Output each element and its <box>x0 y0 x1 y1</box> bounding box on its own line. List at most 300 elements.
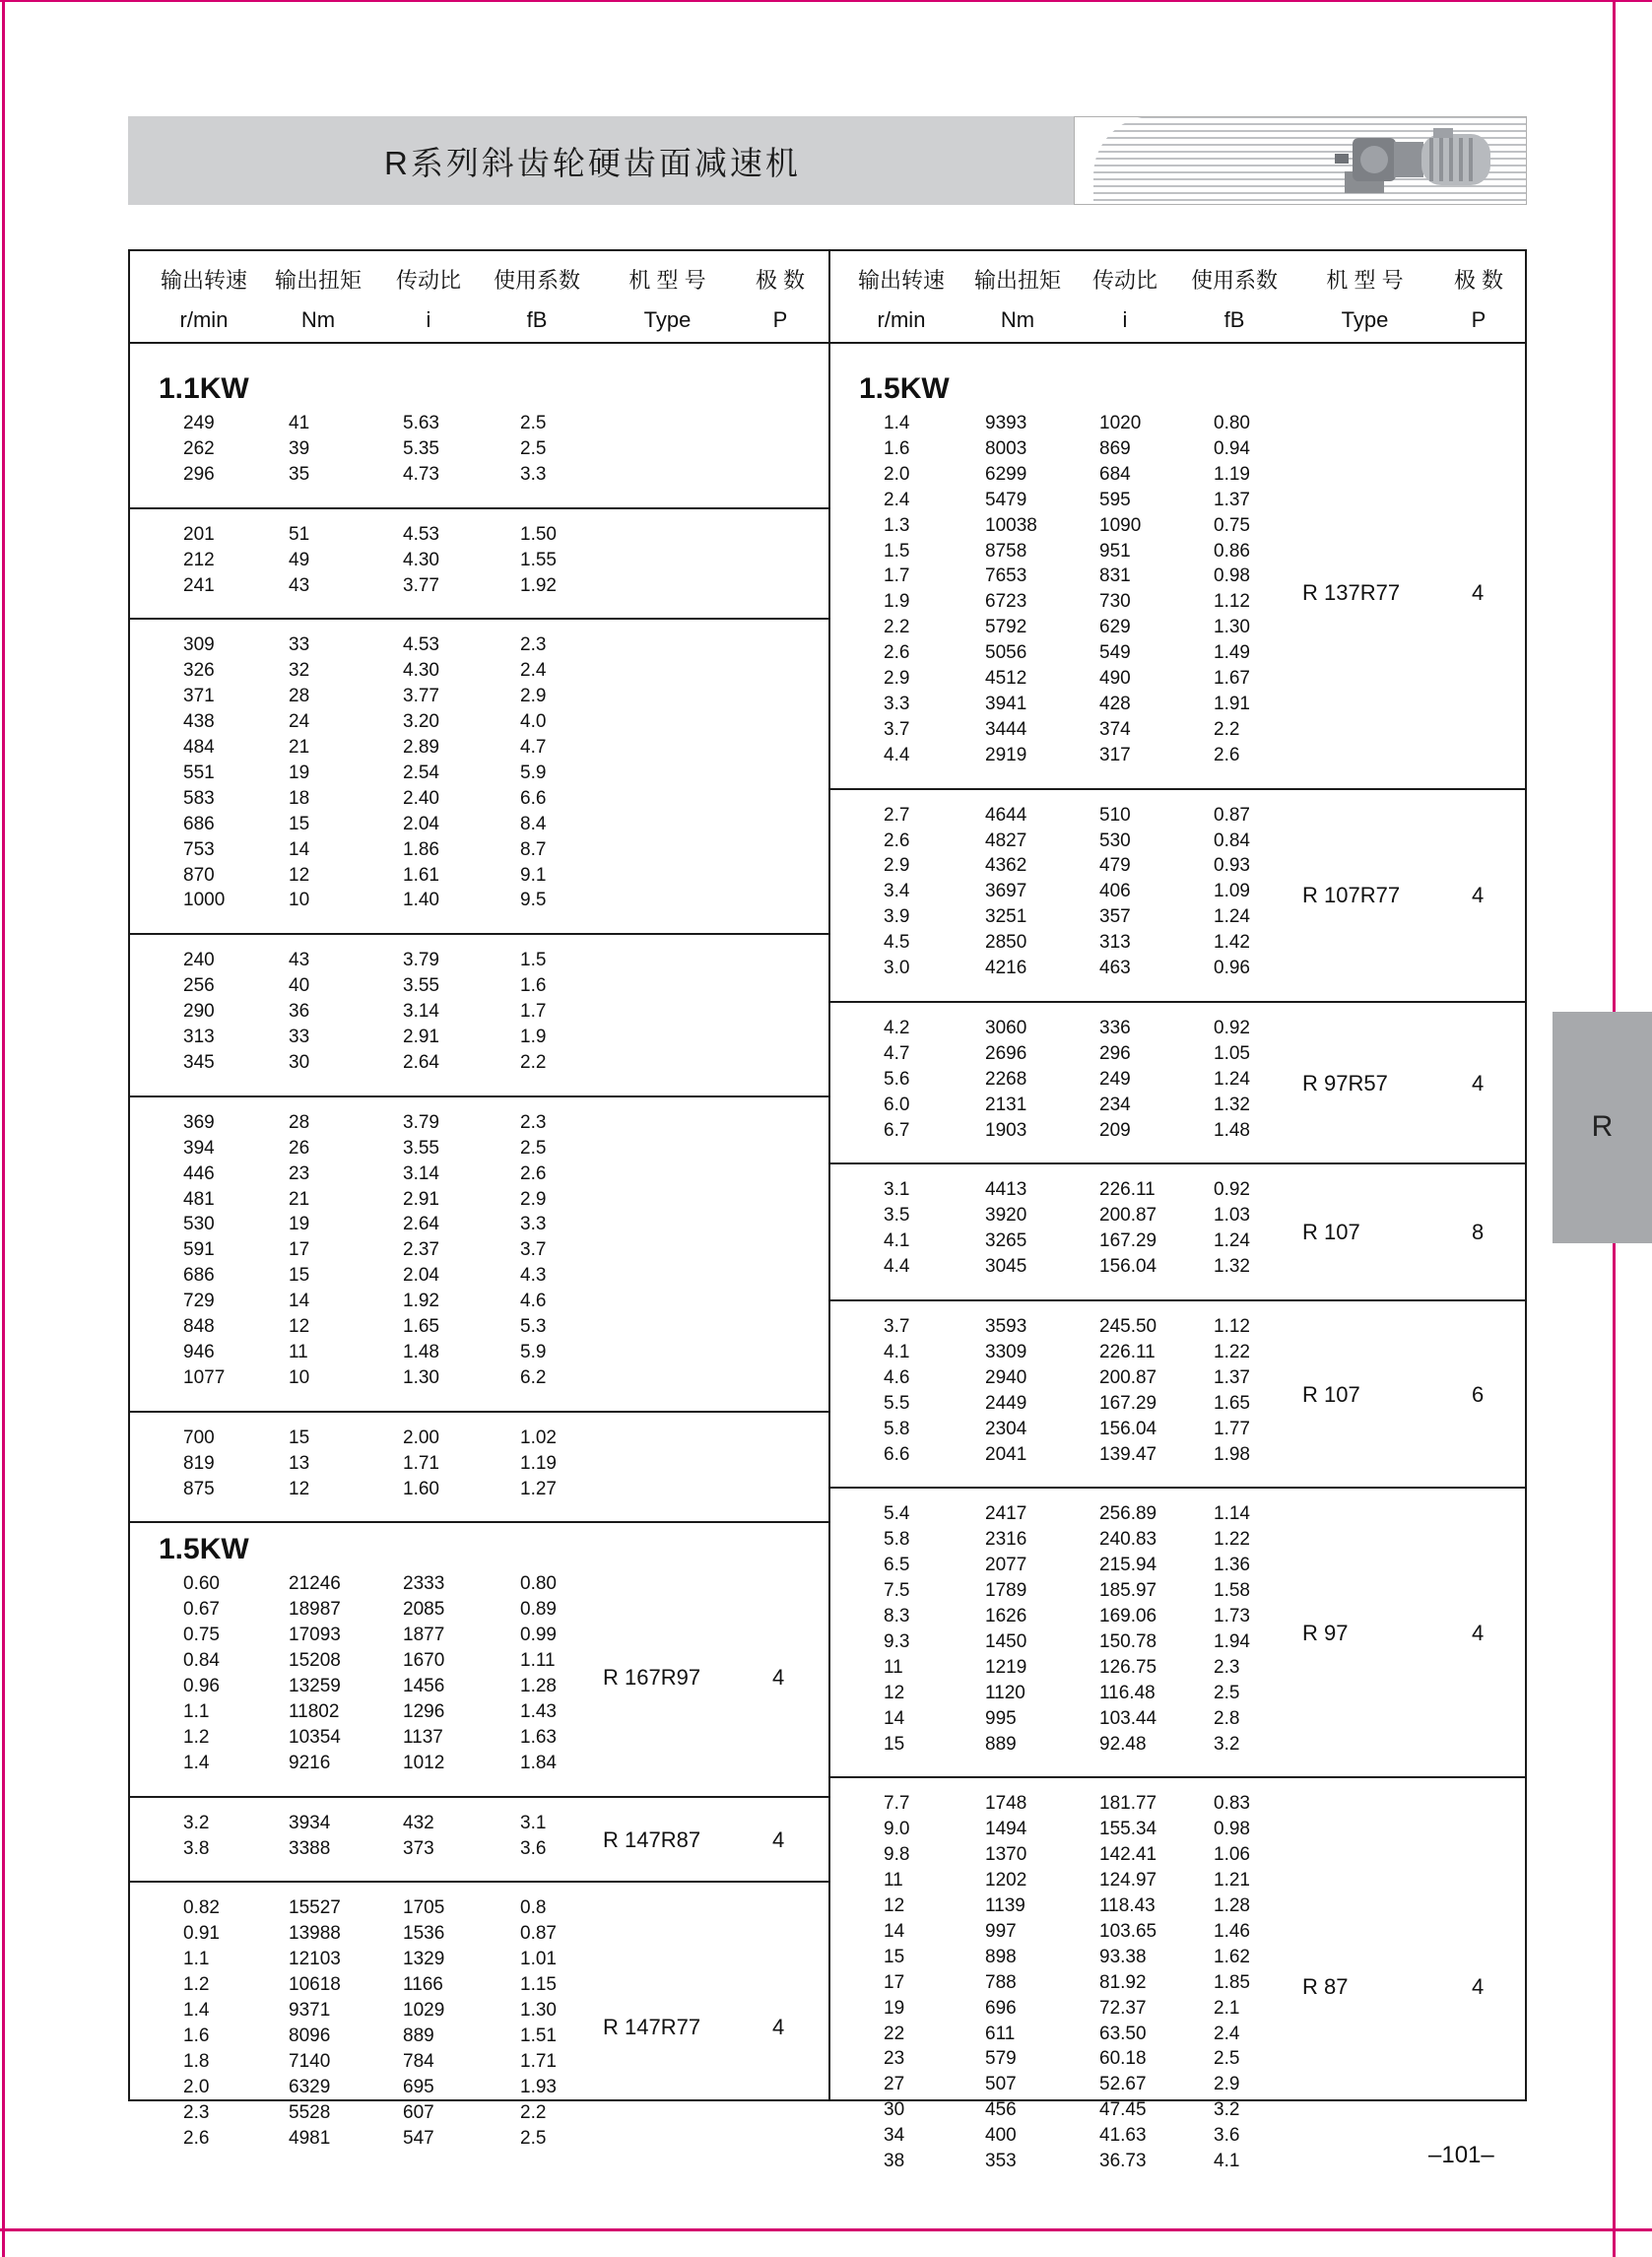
cell-ratio: 2.91 <box>403 1188 439 1210</box>
cell-factor: 1.24 <box>1214 1068 1250 1090</box>
cell-ratio: 2.91 <box>403 1027 439 1047</box>
header-pole-unit: P <box>772 307 788 332</box>
cell-factor: 2.5 <box>1214 2048 1240 2070</box>
cell-torque: 7140 <box>289 2050 331 2072</box>
cell-ratio: 92.48 <box>1099 1733 1147 1755</box>
cell-factor: 4.3 <box>520 1265 547 1287</box>
cell-ratio: 3.20 <box>403 711 439 733</box>
cell-torque: 17093 <box>289 1625 341 1646</box>
header-type-zh-right: 机 型 号 <box>1326 268 1404 293</box>
cell-torque: 2417 <box>985 1503 1027 1525</box>
header-pole-zh: 极 数 <box>755 268 806 293</box>
cell-speed: 256 <box>183 975 215 997</box>
cell-torque: 788 <box>985 1971 1017 1993</box>
model-type-label: R 107 <box>1302 1381 1360 1407</box>
cell-torque: 1450 <box>985 1630 1027 1652</box>
cell-ratio: 2.40 <box>403 787 439 809</box>
cell-factor: 1.98 <box>1214 1443 1250 1465</box>
header-factor-zh: 使用系数 <box>493 268 580 293</box>
cell-ratio: 1296 <box>403 1700 445 1722</box>
cell-factor: 9.1 <box>520 864 547 886</box>
group-divider <box>830 788 1527 790</box>
cell-factor: 2.8 <box>1214 1707 1240 1729</box>
pole-count-label: 4 <box>1472 1973 1485 1999</box>
cell-speed: 3.3 <box>884 693 910 714</box>
cell-speed: 249 <box>183 413 215 433</box>
cell-speed: 290 <box>183 1001 215 1023</box>
cell-speed: 15 <box>884 1733 905 1755</box>
cell-ratio: 784 <box>403 2050 434 2072</box>
pole-count-label: 4 <box>772 1826 785 1852</box>
cell-factor: 2.3 <box>1214 1656 1240 1678</box>
cell-factor: 5.9 <box>520 1341 547 1362</box>
cell-factor: 1.22 <box>1214 1341 1250 1362</box>
cell-speed: 6.0 <box>884 1094 910 1115</box>
cell-ratio: 1137 <box>403 1726 443 1748</box>
cell-factor: 1.01 <box>520 1949 557 1970</box>
header-image <box>1074 116 1527 205</box>
header-factor-unit-right: fB <box>1223 307 1245 332</box>
cell-factor: 3.2 <box>1214 2099 1240 2121</box>
cell-factor: 2.9 <box>520 686 547 707</box>
cell-torque: 13 <box>289 1452 310 1474</box>
cell-speed: 27 <box>884 2074 905 2095</box>
cell-ratio: 3.14 <box>403 1001 439 1023</box>
model-type-label: R 147R77 <box>603 2014 701 2039</box>
cell-factor: 4.1 <box>1214 2151 1240 2171</box>
cell-torque: 3941 <box>985 693 1027 714</box>
cell-ratio: 60.18 <box>1099 2048 1147 2070</box>
cell-speed: 1.2 <box>183 1974 210 1996</box>
cell-ratio: 428 <box>1099 693 1131 714</box>
cell-torque: 611 <box>985 2023 1016 2044</box>
model-type-label: R 137R77 <box>1302 580 1401 606</box>
cell-speed: 9.3 <box>884 1630 910 1652</box>
cell-speed: 753 <box>183 838 215 860</box>
cell-ratio: 1.40 <box>403 890 439 911</box>
cell-torque: 17 <box>289 1239 310 1261</box>
cell-speed: 296 <box>183 463 215 485</box>
cell-speed: 1.1 <box>183 1700 210 1722</box>
cell-speed: 729 <box>183 1291 215 1312</box>
cell-speed: 3.9 <box>884 906 910 928</box>
cell-ratio: 1705 <box>403 1897 445 1919</box>
cell-speed: 6.7 <box>884 1119 910 1141</box>
cell-ratio: 150.78 <box>1099 1630 1157 1652</box>
header-ratio-zh-right: 传动比 <box>1091 268 1157 293</box>
cell-ratio: 730 <box>1099 591 1131 613</box>
cell-factor: 0.92 <box>1214 1179 1250 1201</box>
group-divider <box>830 1487 1527 1489</box>
cell-ratio: 547 <box>403 2127 434 2149</box>
cell-torque: 14 <box>289 1291 310 1312</box>
cell-ratio: 595 <box>1099 489 1131 510</box>
cell-speed: 1.4 <box>183 1752 210 1773</box>
cell-ratio: 1.65 <box>403 1316 439 1337</box>
cell-factor: 3.7 <box>520 1239 547 1261</box>
cell-ratio: 181.77 <box>1099 1793 1157 1815</box>
cell-ratio: 1877 <box>403 1625 445 1646</box>
cell-factor: 1.27 <box>520 1478 557 1499</box>
cell-ratio: 695 <box>403 2076 434 2097</box>
cell-torque: 3920 <box>985 1205 1027 1227</box>
cell-factor: 0.94 <box>1214 437 1250 459</box>
header-torque-unit-right: Nm <box>1000 307 1035 332</box>
cell-torque: 1202 <box>985 1870 1027 1892</box>
cell-speed: 2.3 <box>183 2101 210 2123</box>
cell-torque: 10 <box>289 1366 310 1388</box>
cell-torque: 400 <box>985 2125 1017 2147</box>
cell-speed: 870 <box>183 864 215 886</box>
pole-count-label: 6 <box>1472 1381 1485 1407</box>
cell-ratio: 3.55 <box>403 1137 439 1159</box>
cell-torque: 2850 <box>985 932 1027 954</box>
cell-speed: 19 <box>884 1997 905 2019</box>
cell-ratio: 479 <box>1099 855 1131 877</box>
cell-ratio: 1.61 <box>403 864 439 886</box>
cell-ratio: 1090 <box>1099 514 1142 536</box>
pole-count-label: 4 <box>1472 1620 1485 1645</box>
cell-factor: 1.63 <box>520 1726 557 1748</box>
cell-ratio: 406 <box>1099 881 1131 902</box>
cell-factor: 3.3 <box>520 463 547 485</box>
cell-ratio: 1166 <box>403 1974 443 1996</box>
cell-torque: 33 <box>289 634 310 656</box>
cell-torque: 8096 <box>289 2025 331 2046</box>
cell-torque: 898 <box>985 1946 1017 1967</box>
cell-ratio: 463 <box>1099 958 1131 978</box>
cell-ratio: 245.50 <box>1099 1316 1157 1337</box>
cell-torque: 1748 <box>985 1793 1027 1815</box>
cell-ratio: 490 <box>1099 668 1131 689</box>
page-number: –101– <box>1428 2142 1494 2168</box>
group-divider <box>830 1776 1527 1778</box>
cell-ratio: 2085 <box>403 1599 445 1621</box>
cell-ratio: 357 <box>1099 906 1131 928</box>
cell-torque: 8003 <box>985 437 1027 459</box>
cell-torque: 19 <box>289 1214 310 1235</box>
cell-factor: 0.75 <box>1214 514 1250 536</box>
cell-torque: 51 <box>289 523 310 545</box>
cell-speed: 14 <box>884 1920 905 1942</box>
cell-ratio: 336 <box>1099 1017 1131 1038</box>
group-divider <box>128 1095 828 1097</box>
cell-torque: 12 <box>289 1478 310 1499</box>
cell-ratio: 72.37 <box>1099 1997 1147 2019</box>
cell-ratio: 93.38 <box>1099 1946 1147 1967</box>
cell-torque: 8758 <box>985 540 1027 562</box>
model-type-label: R 97 <box>1302 1620 1349 1645</box>
cell-torque: 1494 <box>985 1819 1027 1840</box>
cell-speed: 1.4 <box>884 413 910 433</box>
cell-torque: 39 <box>289 437 310 459</box>
cell-torque: 41 <box>289 413 310 433</box>
cell-ratio: 3.79 <box>403 1111 439 1133</box>
cell-ratio: 118.43 <box>1099 1895 1156 1916</box>
cell-speed: 11 <box>884 1656 903 1678</box>
cell-ratio: 167.29 <box>1099 1230 1157 1252</box>
cell-torque: 696 <box>985 1997 1017 2019</box>
cell-speed: 5.8 <box>884 1529 910 1551</box>
cell-speed: 3.7 <box>884 718 910 740</box>
cell-factor: 3.6 <box>520 1837 547 1859</box>
cell-ratio: 5.35 <box>403 437 439 459</box>
cell-ratio: 1.60 <box>403 1478 439 1499</box>
cell-factor: 1.03 <box>1214 1205 1250 1227</box>
pole-count-label: 4 <box>1472 883 1485 908</box>
header-torque-zh: 输出扭矩 <box>274 268 362 293</box>
cell-speed: 1.6 <box>183 2025 210 2046</box>
cell-torque: 43 <box>289 950 310 971</box>
cell-factor: 0.84 <box>1214 830 1250 851</box>
header-type-zh: 机 型 号 <box>628 268 706 293</box>
header-ratio-unit: i <box>426 307 431 332</box>
cell-factor: 2.6 <box>520 1162 547 1184</box>
cell-speed: 326 <box>183 660 215 682</box>
cell-torque: 21 <box>289 1188 310 1210</box>
cell-factor: 1.67 <box>1214 668 1250 689</box>
group-divider <box>830 1001 1527 1003</box>
cell-speed: 30 <box>884 2099 905 2121</box>
cell-factor: 1.49 <box>1214 642 1250 664</box>
cell-torque: 889 <box>985 1733 1017 1755</box>
cell-speed: 0.82 <box>183 1897 220 1919</box>
cell-speed: 551 <box>183 762 215 783</box>
cell-speed: 591 <box>183 1239 215 1261</box>
cell-factor: 1.02 <box>520 1427 557 1448</box>
cell-ratio: 607 <box>403 2101 434 2123</box>
cell-factor: 5.3 <box>520 1316 547 1337</box>
cell-factor: 8.7 <box>520 838 547 860</box>
cell-factor: 1.24 <box>1214 1230 1250 1252</box>
cell-factor: 1.36 <box>1214 1555 1250 1576</box>
cell-factor: 2.5 <box>520 1137 547 1159</box>
cell-speed: 1.2 <box>183 1726 210 1748</box>
cell-ratio: 313 <box>1099 932 1131 954</box>
cell-speed: 2.9 <box>884 668 910 689</box>
cell-speed: 484 <box>183 737 215 758</box>
cell-speed: 0.60 <box>183 1573 220 1595</box>
cell-ratio: 103.44 <box>1099 1707 1157 1729</box>
cell-speed: 1.8 <box>183 2050 210 2072</box>
cell-ratio: 2333 <box>403 1573 445 1595</box>
side-tab-label: R <box>1591 1110 1614 1143</box>
cell-factor: 1.05 <box>1214 1042 1250 1064</box>
header-factor-zh-right: 使用系数 <box>1190 268 1278 293</box>
cell-factor: 2.9 <box>520 1188 547 1210</box>
cell-factor: 1.21 <box>1214 1870 1250 1892</box>
cell-ratio: 2.04 <box>403 813 439 834</box>
spec-table-frame <box>128 249 1527 2101</box>
cell-torque: 18 <box>289 787 310 809</box>
cell-factor: 0.86 <box>1214 540 1250 562</box>
cell-speed: 309 <box>183 634 215 656</box>
cell-torque: 3697 <box>985 881 1027 902</box>
cell-torque: 5479 <box>985 489 1027 510</box>
cell-torque: 15 <box>289 813 310 834</box>
cell-factor: 1.28 <box>1214 1895 1250 1916</box>
cell-torque: 11802 <box>289 1700 340 1722</box>
cell-speed: 34 <box>884 2125 905 2147</box>
cell-factor: 1.15 <box>520 1974 557 1996</box>
page-title: R系列斜齿轮硬齿面减速机 <box>384 145 801 181</box>
cell-factor: 0.99 <box>520 1625 557 1646</box>
cell-torque: 2919 <box>985 744 1027 765</box>
cell-ratio: 240.83 <box>1099 1529 1157 1551</box>
cell-ratio: 156.04 <box>1099 1418 1157 1439</box>
cell-ratio: 2.04 <box>403 1265 439 1287</box>
cell-torque: 3251 <box>985 906 1027 928</box>
cell-factor: 0.98 <box>1214 1819 1250 1840</box>
cell-ratio: 226.11 <box>1099 1179 1156 1201</box>
cell-factor: 0.87 <box>520 1923 557 1945</box>
cell-speed: 875 <box>183 1478 215 1499</box>
cell-factor: 1.37 <box>1214 1366 1250 1388</box>
pole-count-label: 8 <box>1472 1220 1485 1245</box>
cell-factor: 1.71 <box>520 2050 557 2072</box>
cell-torque: 40 <box>289 975 310 997</box>
cell-torque: 9371 <box>289 2000 331 2021</box>
cell-speed: 4.5 <box>884 932 910 954</box>
cell-torque: 49 <box>289 549 310 570</box>
cell-speed: 2.6 <box>884 642 910 664</box>
cell-speed: 1.4 <box>183 2000 210 2021</box>
cell-ratio: 1.71 <box>403 1452 439 1474</box>
cell-torque: 2940 <box>985 1366 1027 1388</box>
top-trim-line <box>0 0 1652 2</box>
cell-ratio: 36.73 <box>1099 2151 1147 2171</box>
cell-ratio: 234 <box>1099 1094 1131 1115</box>
model-type-label: R 167R97 <box>603 1665 701 1690</box>
cell-speed: 4.2 <box>884 1017 910 1038</box>
pole-count-label: 4 <box>772 2014 785 2039</box>
cell-factor: 1.37 <box>1214 489 1250 510</box>
cell-speed: 369 <box>183 1111 215 1133</box>
cell-torque: 1903 <box>985 1119 1027 1141</box>
cell-factor: 1.55 <box>520 549 557 570</box>
header-torque-unit: Nm <box>300 307 336 332</box>
cell-speed: 241 <box>183 574 215 596</box>
cell-factor: 1.12 <box>1214 1316 1250 1337</box>
cell-ratio: 169.06 <box>1099 1606 1157 1626</box>
cell-torque: 579 <box>985 2048 1017 2070</box>
cell-speed: 3.4 <box>884 881 910 902</box>
cell-torque: 10618 <box>289 1974 341 1996</box>
header-factor-unit: fB <box>526 307 548 332</box>
cell-speed: 394 <box>183 1137 215 1159</box>
cell-torque: 4413 <box>985 1179 1027 1201</box>
header-pole-unit-right: P <box>1471 307 1487 332</box>
cell-factor: 5.9 <box>520 762 547 783</box>
cell-speed: 0.96 <box>183 1676 220 1696</box>
group-divider <box>128 507 828 509</box>
cell-torque: 28 <box>289 686 310 707</box>
cell-torque: 3593 <box>985 1316 1027 1337</box>
cell-ratio: 3.77 <box>403 686 439 707</box>
cell-factor: 1.19 <box>1214 463 1250 485</box>
cell-torque: 1219 <box>985 1656 1027 1678</box>
cell-speed: 371 <box>183 686 215 707</box>
cell-ratio: 2.89 <box>403 737 439 758</box>
cell-speed: 7.5 <box>884 1580 910 1602</box>
cell-factor: 1.91 <box>1214 693 1250 714</box>
cell-factor: 6.2 <box>520 1366 547 1388</box>
cell-torque: 28 <box>289 1111 310 1133</box>
cell-torque: 12 <box>289 1316 310 1337</box>
cell-factor: 4.7 <box>520 737 547 758</box>
cell-torque: 1789 <box>985 1580 1027 1602</box>
cell-torque: 2449 <box>985 1392 1027 1414</box>
cell-ratio: 2.54 <box>403 762 439 783</box>
cell-factor: 2.4 <box>520 660 547 682</box>
cell-factor: 1.22 <box>1214 1529 1250 1551</box>
cell-torque: 2041 <box>985 1443 1027 1465</box>
cell-ratio: 684 <box>1099 463 1131 485</box>
header-rule <box>128 342 1527 344</box>
power-section-label: 1.5KW <box>859 372 950 405</box>
cell-torque: 14 <box>289 838 310 860</box>
cell-speed: 4.7 <box>884 1042 910 1064</box>
cell-torque: 36 <box>289 1001 310 1023</box>
cell-speed: 2.6 <box>183 2127 210 2149</box>
cell-ratio: 4.30 <box>403 549 439 570</box>
cell-ratio: 1456 <box>403 1676 445 1696</box>
cell-ratio: 200.87 <box>1099 1205 1157 1227</box>
cell-torque: 15527 <box>289 1897 341 1919</box>
cell-factor: 1.32 <box>1214 1256 1250 1278</box>
cell-speed: 481 <box>183 1188 215 1210</box>
cell-ratio: 510 <box>1099 804 1131 826</box>
group-divider <box>830 1162 1527 1164</box>
cell-factor: 1.48 <box>1214 1119 1250 1141</box>
cell-speed: 1.6 <box>884 437 910 459</box>
cell-speed: 5.6 <box>884 1068 910 1090</box>
cell-factor: 2.3 <box>520 1111 547 1133</box>
cell-speed: 313 <box>183 1027 215 1047</box>
cell-ratio: 549 <box>1099 642 1131 664</box>
cell-speed: 2.6 <box>884 830 910 851</box>
model-type-label: R 87 <box>1302 1973 1349 1999</box>
cell-ratio: 432 <box>403 1812 434 1833</box>
cell-speed: 3.7 <box>884 1316 910 1337</box>
header-torque-zh-right: 输出扭矩 <box>973 268 1061 293</box>
header-ratio-unit-right: i <box>1122 307 1128 332</box>
cell-torque: 4512 <box>985 668 1027 689</box>
table-column-divider <box>828 249 830 2101</box>
cell-ratio: 1.92 <box>403 1291 439 1312</box>
cell-torque: 10038 <box>985 514 1037 536</box>
cell-ratio: 63.50 <box>1099 2023 1147 2044</box>
cell-speed: 446 <box>183 1162 215 1184</box>
cell-torque: 13259 <box>289 1676 341 1696</box>
cell-torque: 2268 <box>985 1068 1027 1090</box>
cell-speed: 5.8 <box>884 1418 910 1439</box>
cell-ratio: 103.65 <box>1099 1920 1157 1942</box>
cell-speed: 9.8 <box>884 1844 910 1866</box>
cell-factor: 1.94 <box>1214 1630 1250 1652</box>
cell-torque: 3934 <box>289 1812 331 1833</box>
cell-factor: 4.0 <box>520 711 547 733</box>
cell-factor: 1.6 <box>520 975 547 997</box>
header-type-unit-right: Type <box>1341 307 1389 332</box>
cell-ratio: 1.30 <box>403 1366 439 1388</box>
cell-torque: 11 <box>289 1341 308 1362</box>
cell-factor: 1.7 <box>520 1001 547 1023</box>
cell-ratio: 4.30 <box>403 660 439 682</box>
cell-factor: 1.85 <box>1214 1971 1250 1993</box>
cell-ratio: 249 <box>1099 1068 1131 1090</box>
cell-speed: 0.75 <box>183 1625 220 1646</box>
